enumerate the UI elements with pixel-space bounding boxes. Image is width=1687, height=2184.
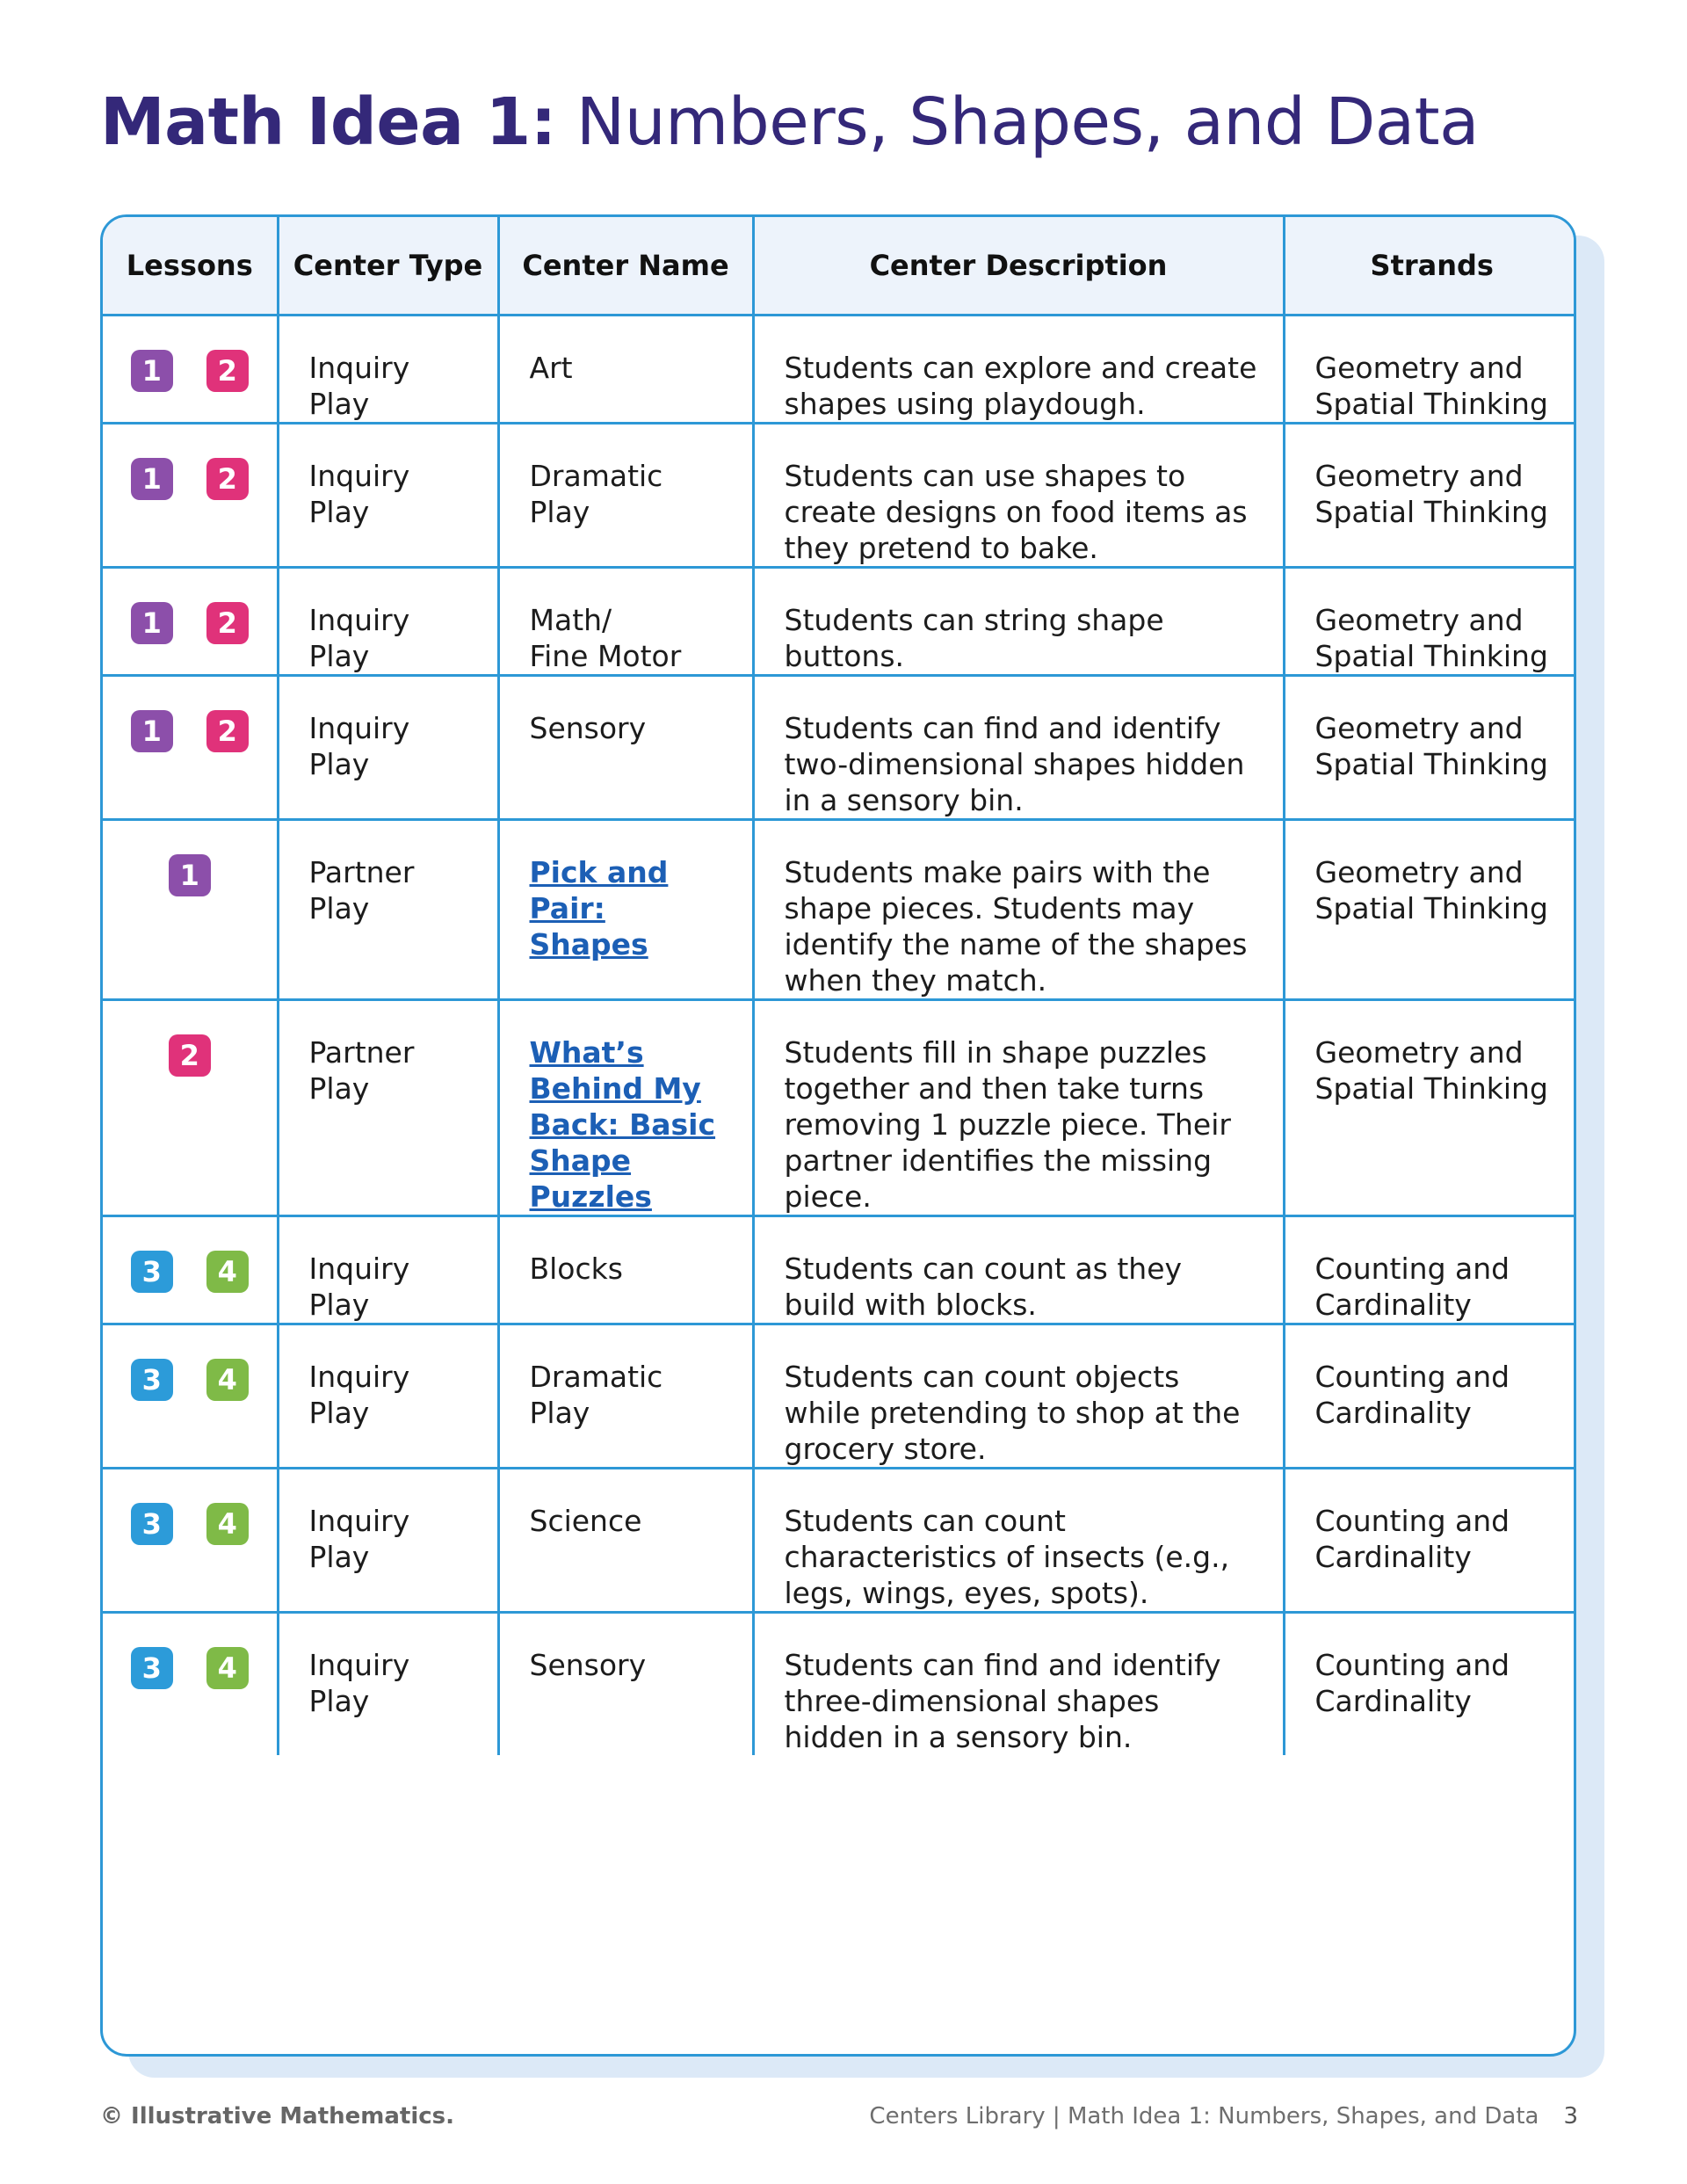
lesson-badges — [112, 1034, 268, 1077]
center-name: Sensory — [529, 1647, 647, 1682]
center-description-cell — [753, 1612, 1284, 1755]
centers-table-container — [100, 214, 1576, 2057]
table-row — [103, 1324, 1576, 1468]
header-lessons: Lessons — [103, 217, 278, 315]
header-center-description: Center Description — [753, 217, 1284, 315]
center-name: Blocks — [529, 1251, 623, 1286]
lesson-badge-1: 1 — [169, 854, 211, 896]
lesson-badge-2: 2 — [206, 458, 249, 500]
header-strands: Strands — [1284, 217, 1576, 315]
lessons-cell — [103, 1324, 278, 1468]
header-center-name: Center Name — [498, 217, 753, 315]
center-description-cell — [753, 1324, 1284, 1468]
center-type: Inquiry Play — [308, 710, 410, 781]
title-prefix: Math Idea 1: — [100, 84, 556, 160]
title-text: Numbers, Shapes, and Data — [555, 84, 1480, 160]
lesson-badge-3: 3 — [131, 1251, 173, 1293]
table-row — [103, 1612, 1576, 1755]
strand-cell — [1284, 1215, 1576, 1324]
strand: Counting and Cardinality — [1314, 1251, 1510, 1322]
center-type: Partner Play — [308, 1034, 415, 1106]
strand-cell — [1284, 423, 1576, 567]
center-name-cell — [498, 1612, 753, 1755]
lesson-badge-4: 4 — [206, 1647, 249, 1689]
strand: Geometry and Spatial Thinking — [1314, 602, 1548, 673]
strand-cell — [1284, 1324, 1576, 1468]
strand-cell — [1284, 315, 1576, 423]
table-row — [103, 423, 1576, 567]
center-description: Students can count as they build with blocks. — [784, 1251, 1183, 1322]
center-description-cell — [753, 675, 1284, 819]
lessons-cell — [103, 999, 278, 1215]
table-row — [103, 315, 1576, 423]
center-name-cell — [498, 1324, 753, 1468]
centers-table — [103, 217, 1576, 1755]
lesson-badges — [112, 854, 268, 896]
lessons-cell — [103, 567, 278, 675]
center-name-link[interactable]: What’s Behind My Back: Basic Shape Puzzles — [529, 1034, 716, 1214]
center-name: Dramatic Play — [529, 458, 663, 529]
lesson-badges — [112, 710, 268, 752]
strand: Counting and Cardinality — [1314, 1647, 1510, 1718]
center-type: Inquiry Play — [308, 1503, 410, 1574]
center-description: Students can string shape buttons. — [784, 602, 1164, 673]
page-number: 3 — [1563, 2103, 1578, 2130]
center-type-cell — [278, 1468, 498, 1612]
lesson-badge-3: 3 — [131, 1647, 173, 1689]
center-name: Dramatic Play — [529, 1359, 663, 1430]
center-description-cell — [753, 315, 1284, 423]
lesson-badge-1: 1 — [131, 710, 173, 752]
strand: Geometry and Spatial Thinking — [1314, 350, 1548, 421]
center-type-cell — [278, 315, 498, 423]
lesson-badge-4: 4 — [206, 1251, 249, 1293]
center-type: Partner Play — [308, 854, 415, 925]
footer-breadcrumb: Centers Library | Math Idea 1: Numbers, Shapes, and Data — [869, 2103, 1539, 2130]
strand-cell — [1284, 999, 1576, 1215]
lesson-badges — [112, 1251, 268, 1293]
lesson-badge-3: 3 — [131, 1503, 173, 1545]
lesson-badges — [112, 458, 268, 500]
page-title — [100, 84, 1479, 160]
center-name-cell — [498, 1215, 753, 1324]
lesson-badge-4: 4 — [206, 1359, 249, 1401]
header-center-type: Center Type — [278, 217, 498, 315]
strand-cell — [1284, 675, 1576, 819]
strand: Geometry and Spatial Thinking — [1314, 710, 1548, 781]
center-type-cell — [278, 675, 498, 819]
table-row — [103, 567, 1576, 675]
center-type-cell — [278, 999, 498, 1215]
strand: Geometry and Spatial Thinking — [1314, 854, 1548, 925]
center-name-link-cell — [498, 819, 753, 999]
table-header-row — [103, 217, 1576, 315]
lessons-cell — [103, 315, 278, 423]
center-description: Students fill in shape puzzles together and then take turns removing 1 puzzle piece. Their partner identifies the missing piece. — [784, 1034, 1231, 1214]
center-description-cell — [753, 999, 1284, 1215]
center-description-cell — [753, 423, 1284, 567]
lesson-badge-3: 3 — [131, 1359, 173, 1401]
lesson-badges — [112, 602, 268, 644]
center-type-cell — [278, 567, 498, 675]
center-type: Inquiry Play — [308, 1251, 410, 1322]
lesson-badge-1: 1 — [131, 602, 173, 644]
center-type-cell — [278, 1324, 498, 1468]
center-name-cell — [498, 315, 753, 423]
table-row — [103, 675, 1576, 819]
table-row — [103, 1215, 1576, 1324]
center-description: Students can count characteristics of insects (e.g., legs, wings, eyes, spots). — [784, 1503, 1230, 1610]
lessons-cell — [103, 1215, 278, 1324]
center-description: Students can find and identify two-dimensional shapes hidden in a sensory bin. — [784, 710, 1245, 817]
center-name: Sensory — [529, 710, 647, 745]
strand-cell — [1284, 1468, 1576, 1612]
center-description: Students can explore and create shapes using playdough. — [784, 350, 1257, 421]
center-name-link-cell — [498, 999, 753, 1215]
strand: Geometry and Spatial Thinking — [1314, 1034, 1548, 1106]
center-type: Inquiry Play — [308, 458, 410, 529]
strand: Counting and Cardinality — [1314, 1359, 1510, 1430]
lessons-cell — [103, 423, 278, 567]
lesson-badges — [112, 1647, 268, 1689]
center-description-cell — [753, 1215, 1284, 1324]
footer-right — [869, 2103, 1578, 2130]
lesson-badge-4: 4 — [206, 1503, 249, 1545]
strand-cell — [1284, 567, 1576, 675]
lesson-badge-2: 2 — [206, 710, 249, 752]
center-name-cell — [498, 675, 753, 819]
center-description: Students can use shapes to create designs on food items as they pretend to bake. — [784, 458, 1248, 565]
center-type-cell — [278, 819, 498, 999]
center-type: Inquiry Play — [308, 1647, 410, 1718]
center-name-cell — [498, 423, 753, 567]
lesson-badges — [112, 1503, 268, 1545]
lesson-badges — [112, 1359, 268, 1401]
footer-copyright: © Illustrative Mathematics. — [100, 2103, 455, 2130]
table-row — [103, 1468, 1576, 1612]
center-name: Science — [529, 1503, 642, 1538]
center-type: Inquiry Play — [308, 350, 410, 421]
table-row — [103, 819, 1576, 999]
strand: Counting and Cardinality — [1314, 1503, 1510, 1574]
lesson-badge-2: 2 — [206, 602, 249, 644]
center-name-link[interactable]: Pick and Pair: Shapes — [529, 854, 669, 961]
strand-cell — [1284, 819, 1576, 999]
center-name-cell — [498, 567, 753, 675]
center-type: Inquiry Play — [308, 1359, 410, 1430]
center-description-cell — [753, 819, 1284, 999]
center-description: Students can count objects while pretending to shop at the grocery store. — [784, 1359, 1241, 1466]
lesson-badge-2: 2 — [169, 1034, 211, 1077]
center-description-cell — [753, 1468, 1284, 1612]
lessons-cell — [103, 819, 278, 999]
lesson-badge-2: 2 — [206, 350, 249, 392]
center-type-cell — [278, 1612, 498, 1755]
lesson-badges — [112, 350, 268, 392]
lessons-cell — [103, 1468, 278, 1612]
center-description: Students make pairs with the shape pieces. Students may identify the name of the shapes when they match. — [784, 854, 1248, 998]
center-type: Inquiry Play — [308, 602, 410, 673]
center-type-cell — [278, 1215, 498, 1324]
lesson-badge-1: 1 — [131, 458, 173, 500]
table-row — [103, 999, 1576, 1215]
center-description: Students can find and identify three-dimensional shapes hidden in a sensory bin. — [784, 1647, 1221, 1754]
center-type-cell — [278, 423, 498, 567]
center-name: Art — [529, 350, 573, 385]
center-name-cell — [498, 1468, 753, 1612]
strand: Geometry and Spatial Thinking — [1314, 458, 1548, 529]
center-description-cell — [753, 567, 1284, 675]
lessons-cell — [103, 675, 278, 819]
strand-cell — [1284, 1612, 1576, 1755]
lessons-cell — [103, 1612, 278, 1755]
lesson-badge-1: 1 — [131, 350, 173, 392]
center-name: Math/ Fine Motor — [529, 602, 682, 673]
